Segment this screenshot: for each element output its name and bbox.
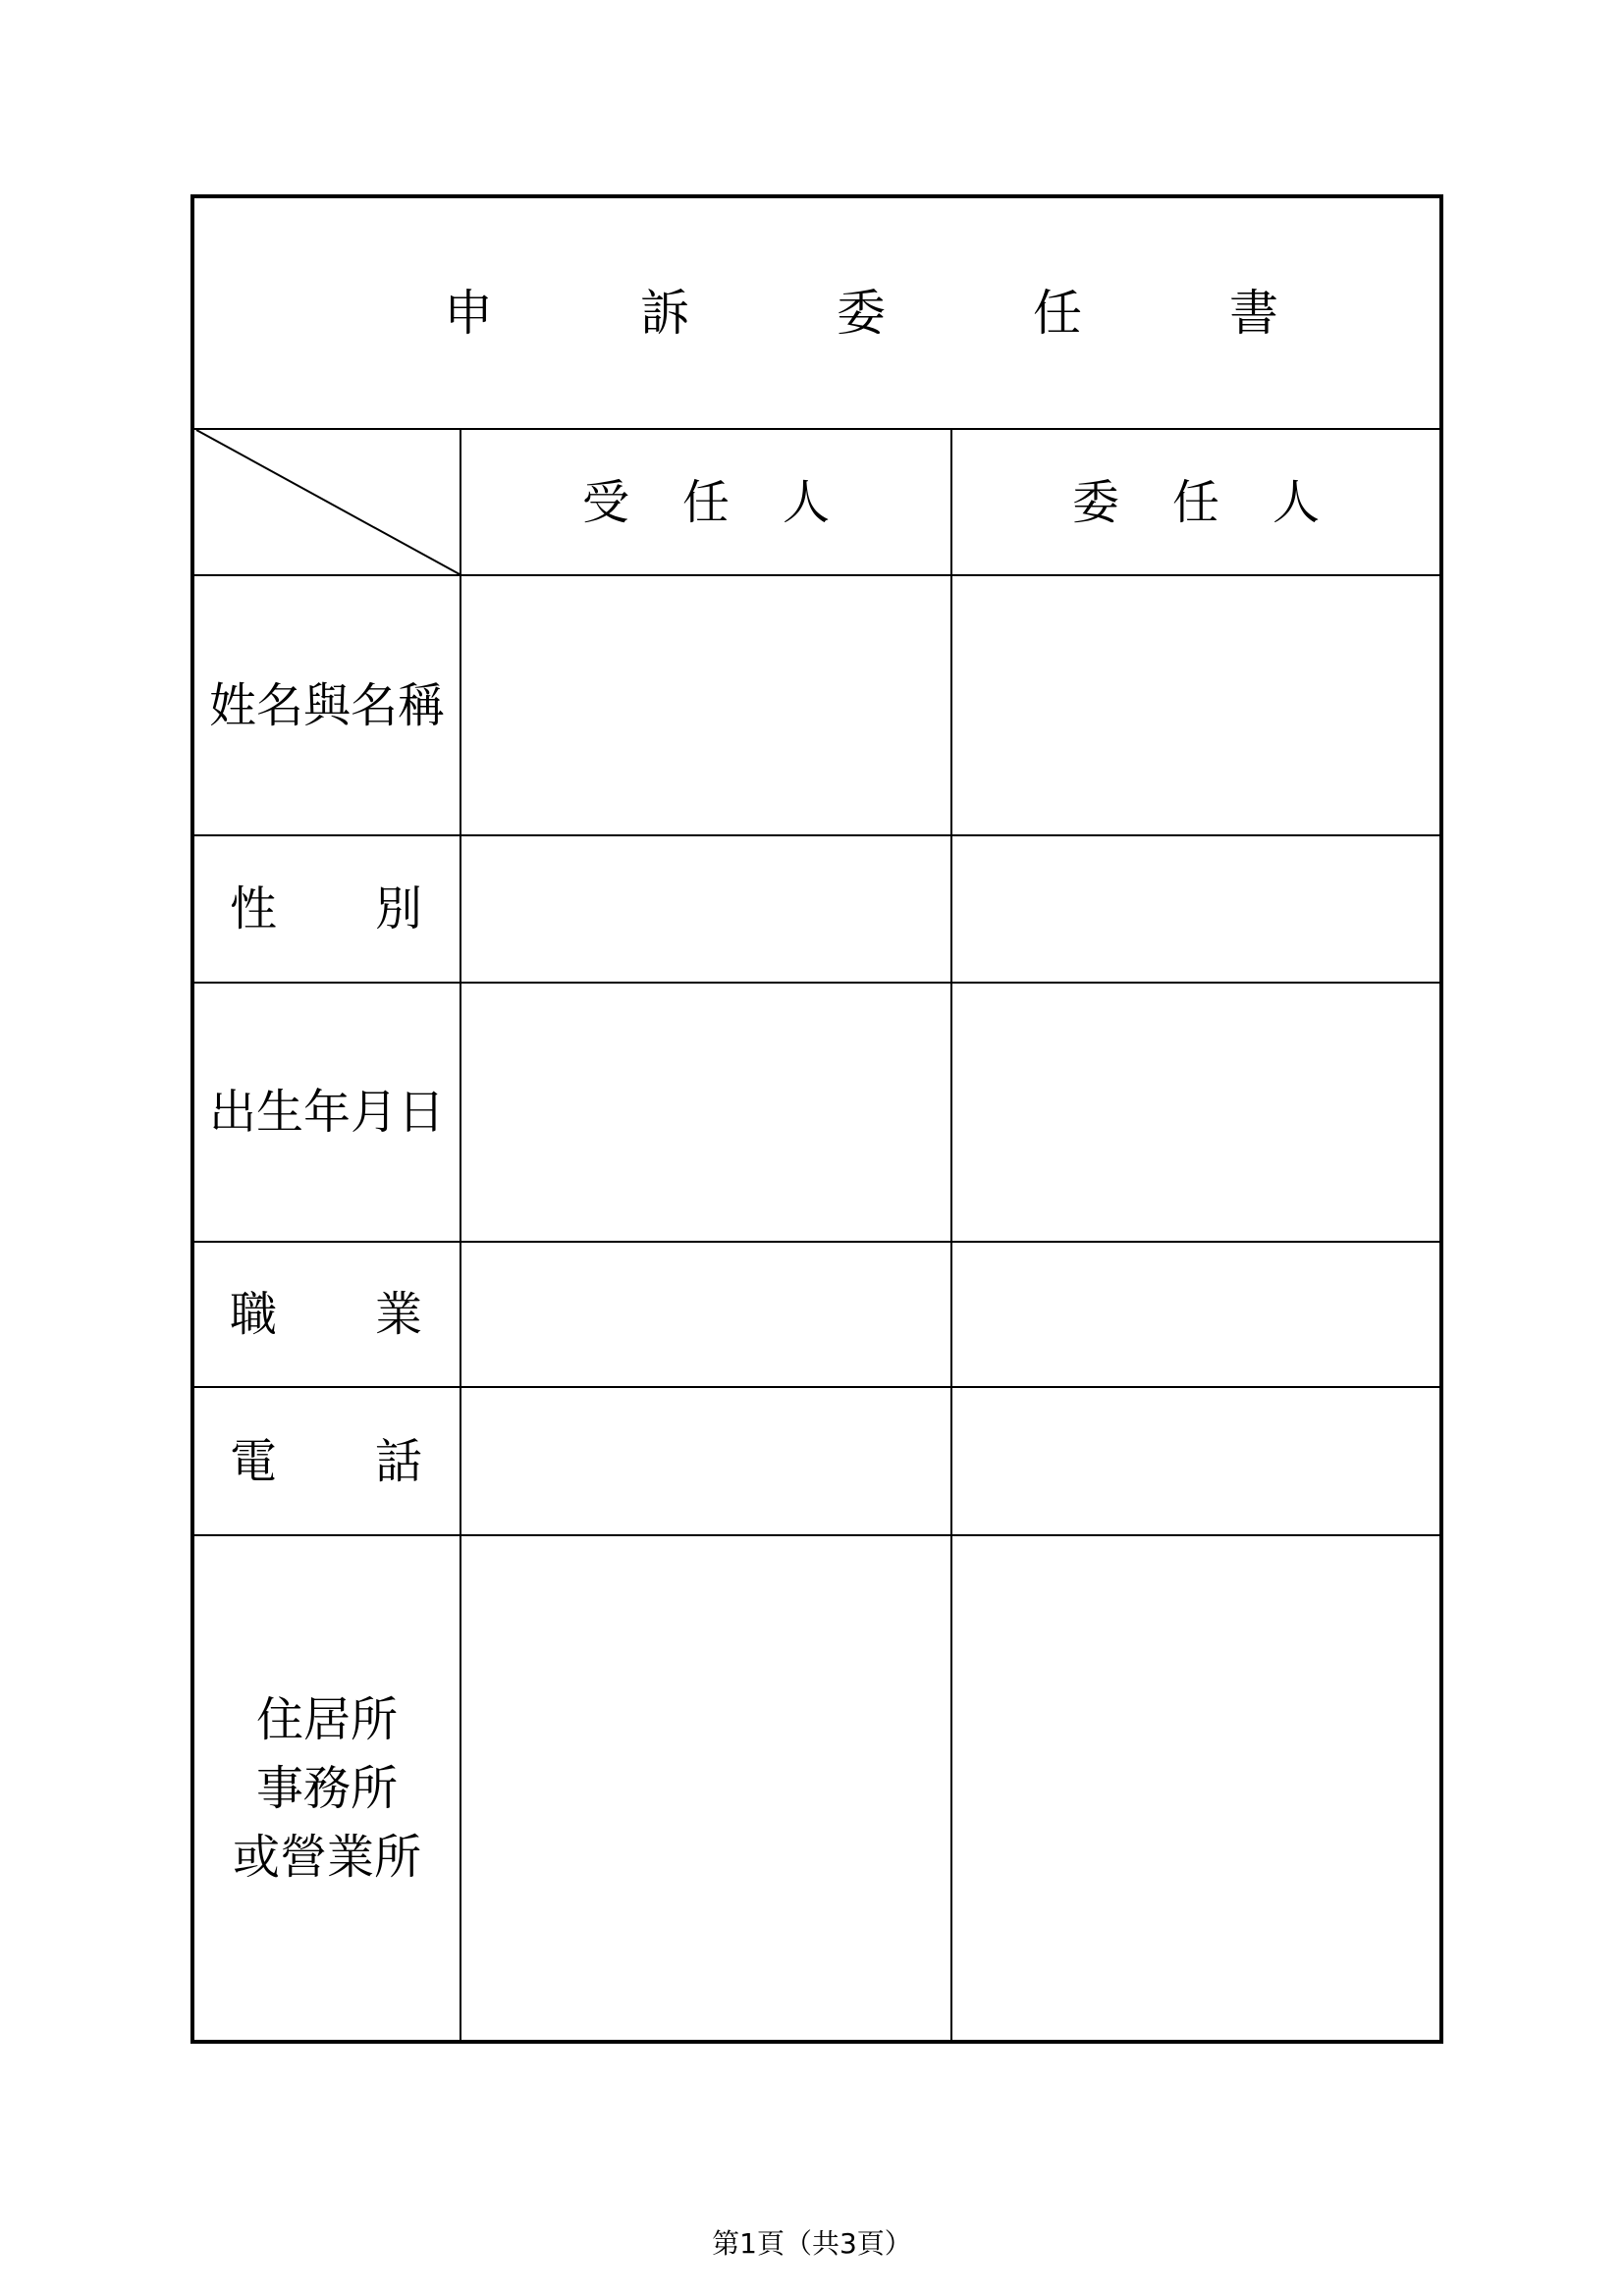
header-char: 任 xyxy=(1171,474,1219,530)
agent-occupation-cell[interactable] xyxy=(461,1243,950,1386)
row-label-line: 或營業所 xyxy=(232,1829,421,1885)
appeal-authorization-form xyxy=(190,194,1443,2044)
row-label-char: 話 xyxy=(374,1433,422,1489)
form-title xyxy=(194,198,1439,428)
principal-phone-cell[interactable] xyxy=(952,1388,1439,1534)
row-label-occupation xyxy=(194,1243,460,1386)
principal-occupation-cell[interactable] xyxy=(952,1243,1439,1386)
agent-birthdate-cell[interactable] xyxy=(461,984,950,1241)
header-char: 人 xyxy=(1272,474,1320,530)
row-label-char: 電 xyxy=(230,1433,278,1489)
row-label-gender xyxy=(194,836,460,982)
agent-phone-cell[interactable] xyxy=(461,1388,950,1534)
row-label-char: 性 xyxy=(230,881,278,936)
column-header-agent xyxy=(461,430,950,574)
agent-name-cell[interactable] xyxy=(461,576,950,834)
principal-address-cell[interactable] xyxy=(952,1536,1439,2040)
row-label-birthdate: 出生年月日 xyxy=(208,1085,445,1140)
header-char: 人 xyxy=(782,474,830,530)
header-char: 任 xyxy=(681,474,730,530)
page-number: 第1頁（共3頁） xyxy=(712,2227,912,2260)
form-title-char: 申 xyxy=(444,285,493,342)
row-label-line: 住居所 xyxy=(255,1691,398,1747)
row-label-char: 職 xyxy=(230,1287,278,1342)
row-label-char: 別 xyxy=(374,881,422,936)
principal-gender-cell[interactable] xyxy=(952,836,1439,982)
form-title-char: 任 xyxy=(1033,285,1082,342)
row-label-name: 姓名與名稱 xyxy=(208,677,445,733)
row-label-address xyxy=(194,1536,460,2040)
row-label-char: 業 xyxy=(374,1287,422,1342)
header-char: 委 xyxy=(1071,474,1119,530)
principal-birthdate-cell[interactable] xyxy=(952,984,1439,1241)
form-title-char: 訴 xyxy=(640,285,689,342)
principal-name-cell[interactable] xyxy=(952,576,1439,834)
agent-address-cell[interactable] xyxy=(461,1536,950,2040)
form-title-char: 書 xyxy=(1229,285,1278,342)
agent-gender-cell[interactable] xyxy=(461,836,950,982)
form-title-char: 委 xyxy=(837,285,886,342)
row-label-line: 事務所 xyxy=(255,1760,398,1816)
column-header-principal xyxy=(952,430,1439,574)
header-char: 受 xyxy=(581,474,629,530)
row-label-phone xyxy=(194,1388,460,1534)
